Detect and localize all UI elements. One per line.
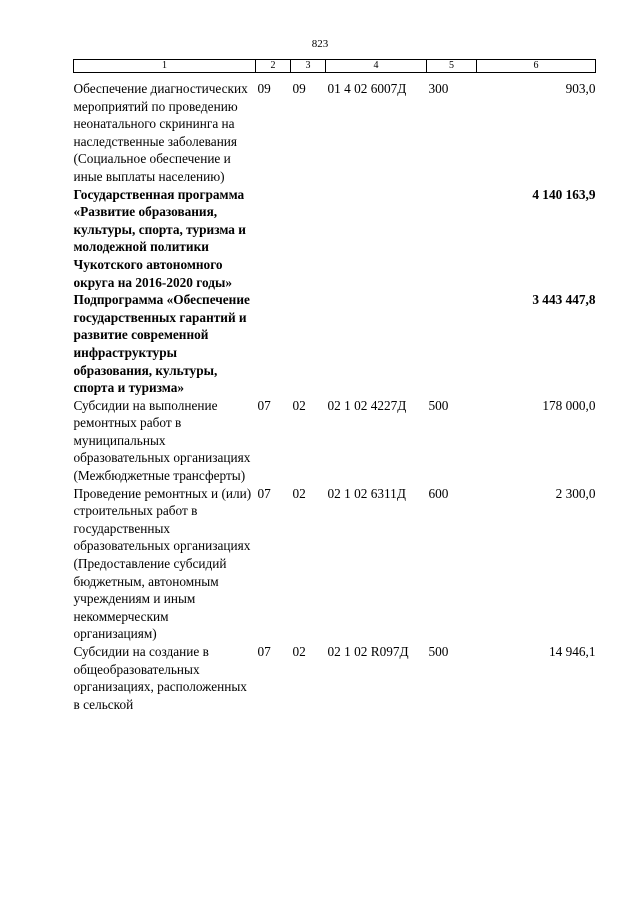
row-expense-type: 600 (428, 485, 449, 501)
row-section: 09 (257, 81, 271, 96)
row-amount: 14 946,1 (548, 644, 596, 659)
row-section (256, 186, 291, 292)
row-amount: 903,0 (565, 81, 596, 96)
row-target-article (326, 186, 427, 292)
row-expense-type: 500 (428, 644, 449, 659)
column-header-name: 1 (74, 60, 256, 73)
row-expense-type: 500 (428, 397, 449, 413)
row-amount: 3 443 447,8 (532, 292, 596, 308)
row-target-article (326, 291, 427, 397)
row-subsection: 02 (292, 485, 306, 501)
row-target-article: 01 4 02 6007Д (327, 81, 407, 96)
table-row (74, 73, 596, 186)
row-subsection: 09 (292, 81, 306, 96)
row-expense-type (427, 291, 477, 397)
row-target-article: 02 1 02 6311Д (327, 485, 406, 501)
row-section (256, 291, 291, 397)
table-row-subprogram (74, 291, 596, 397)
table-body (74, 73, 596, 714)
budget-table (73, 59, 596, 713)
row-expense-type: 300 (428, 81, 449, 96)
table-row-program (74, 186, 596, 292)
row-name: Субсидии на выполнение ремонтных работ в муниципальных образовательных организациях (Межбюджетные трансферты) (73, 397, 251, 484)
table-row (74, 643, 596, 713)
table-row (74, 485, 596, 643)
column-header-target: 4 (326, 60, 427, 73)
row-subsection: 02 (292, 397, 306, 413)
row-name: Проведение ремонтных и (или) строительных работ в государственных образовательных организациях (Предоставление субсидий бюджетным, автономным учреждениям и иным некоммерческим организациям) (73, 485, 252, 642)
table-row (74, 397, 596, 485)
row-subsection: 02 (292, 644, 306, 659)
column-number-row (74, 60, 596, 73)
row-target-article: 02 1 02 R097Д (327, 644, 409, 659)
row-amount: 178 000,0 (542, 397, 596, 413)
page-number: 823 (311, 38, 329, 50)
row-subsection (291, 291, 326, 397)
column-header-subsection: 3 (291, 60, 326, 73)
row-amount: 2 300,0 (555, 485, 596, 501)
table-header (74, 60, 596, 73)
row-subsection (291, 186, 326, 292)
row-name: Обеспечение диагностических мероприятий по проведению неонатального скрининга на наследственные заболевания (Социальное обеспечение и иные выплаты населению) (73, 81, 248, 184)
column-header-section: 2 (256, 60, 291, 73)
row-section: 07 (257, 397, 271, 413)
row-name: Субсидии на создание в общеобразовательных организациях, расположенных в сельской (73, 644, 247, 712)
row-name: Подпрограмма «Обеспечение государственных гарантий и развитие современной инфраструктуры образования, культуры, спорта и туризма» (73, 292, 250, 396)
row-section: 07 (257, 644, 271, 659)
row-expense-type (427, 186, 477, 292)
column-header-amount: 6 (477, 60, 596, 73)
row-name: Государственная программа «Развитие образования, культуры, спорта, туризма и молодежной политики Чукотского автономного округа на 2016-2020 годы» (73, 186, 246, 290)
row-amount: 4 140 163,9 (532, 186, 596, 202)
column-header-expense: 5 (427, 60, 477, 73)
row-target-article: 02 1 02 4227Д (327, 397, 407, 413)
row-section: 07 (257, 485, 271, 501)
